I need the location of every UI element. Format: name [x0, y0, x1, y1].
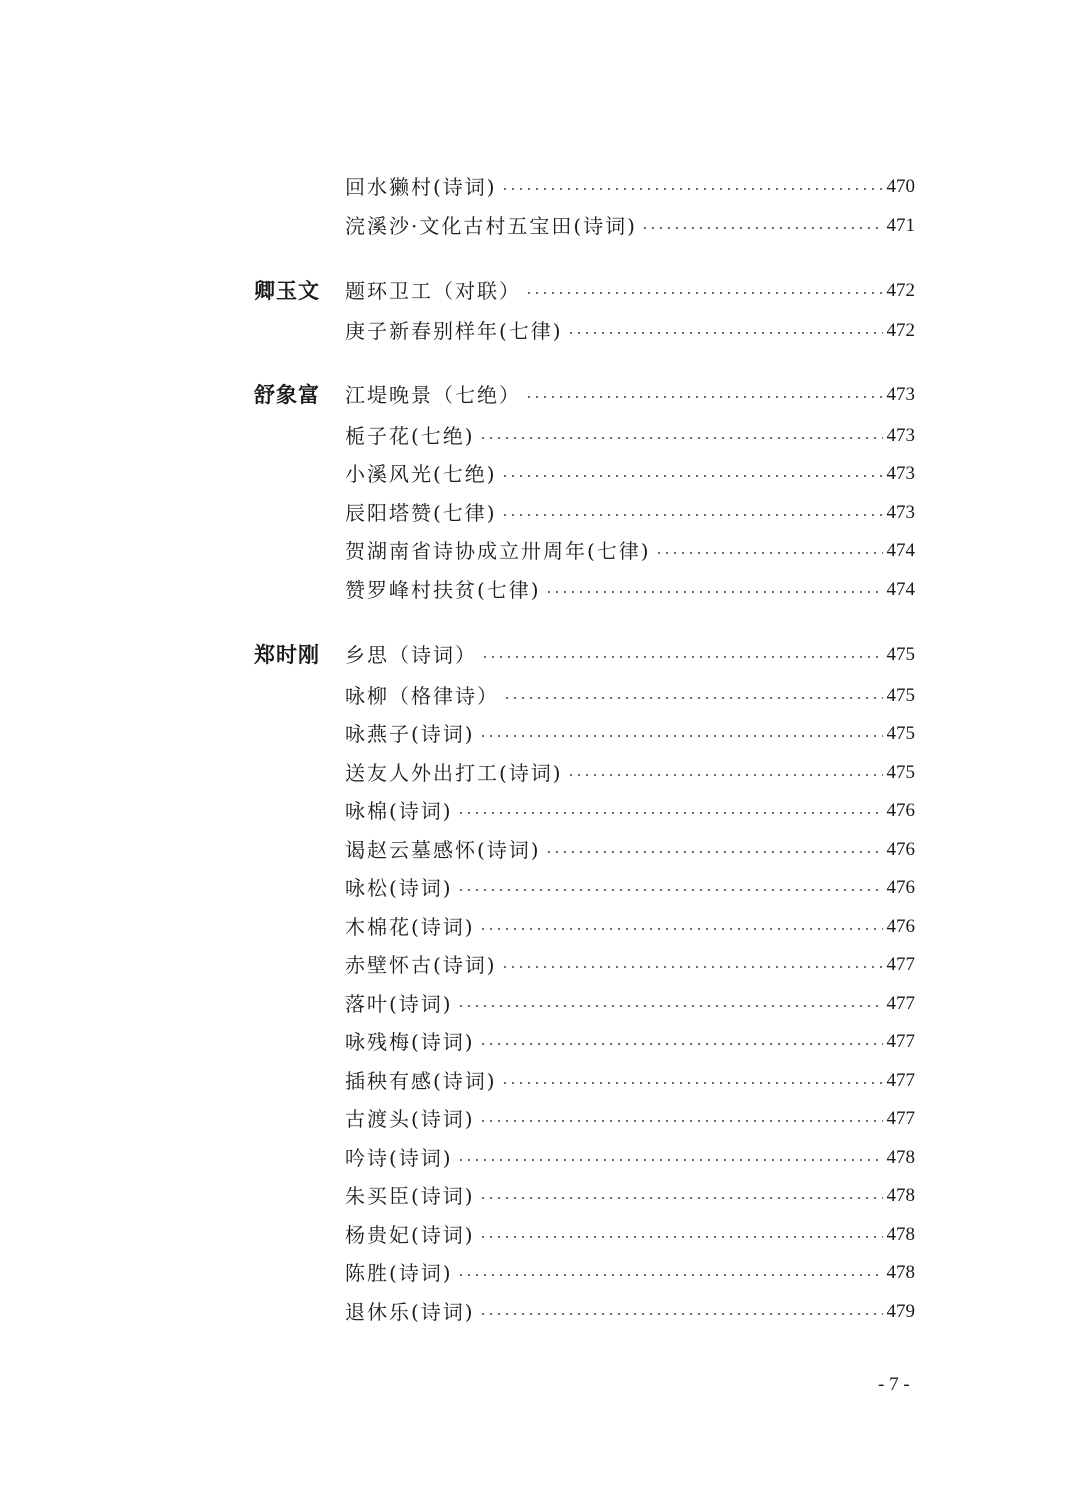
dot-leader: [655, 552, 883, 554]
author-name: 舒象富: [254, 382, 320, 407]
dot-leader: [481, 656, 883, 658]
toc-entry[interactable]: [345, 990, 915, 1018]
dot-leader: [503, 697, 883, 699]
entry-page: 477: [886, 1108, 915, 1129]
toc-entry[interactable]: [345, 381, 915, 409]
toc-entry[interactable]: [345, 951, 915, 979]
entry-title: 赤壁怀古(诗词): [345, 953, 497, 977]
entry-title: 小溪风光(七绝): [345, 462, 497, 486]
toc-entry[interactable]: [345, 1259, 915, 1287]
entry-title: 赞罗峰村扶贫(七律): [345, 578, 541, 602]
entry-title: 谒赵云墓感怀(诗词): [345, 838, 541, 862]
entry-page: 476: [886, 839, 915, 860]
dot-leader: [525, 396, 883, 398]
entry-page: 473: [886, 425, 915, 446]
entry-title: 浣溪沙·文化古村五宝田(诗词): [345, 214, 637, 238]
toc-entry[interactable]: [345, 277, 915, 305]
dot-leader: [479, 1236, 883, 1238]
toc-entry[interactable]: [345, 720, 915, 748]
dot-leader: [479, 1313, 883, 1315]
entry-title: 咏棉(诗词): [345, 799, 453, 823]
author-name: 郑时刚: [254, 642, 320, 667]
entry-page: 474: [886, 540, 915, 561]
entry-page: 479: [886, 1301, 915, 1322]
dot-leader: [479, 1120, 883, 1122]
entry-page: 475: [886, 644, 915, 665]
entry-page: 476: [886, 877, 915, 898]
entry-title: 朱买臣(诗词): [345, 1184, 475, 1208]
entry-title: 江堤晚景（七绝）: [345, 383, 521, 407]
toc-entry[interactable]: [345, 422, 915, 450]
dot-leader: [457, 1159, 883, 1161]
dot-leader: [457, 1005, 883, 1007]
entry-page: 473: [886, 384, 915, 405]
toc-entry[interactable]: [345, 537, 915, 565]
entry-title: 杨贵妃(诗词): [345, 1223, 475, 1247]
dot-leader: [479, 437, 883, 439]
entry-title: 陈胜(诗词): [345, 1261, 453, 1285]
entry-page: 470: [886, 176, 915, 197]
entry-title: 题环卫工（对联）: [345, 279, 521, 303]
entry-title: 送友人外出打工(诗词): [345, 761, 563, 785]
toc-entry[interactable]: [345, 641, 915, 669]
entry-page: 471: [886, 215, 915, 236]
entry-title: 吟诗(诗词): [345, 1146, 453, 1170]
entry-page: 473: [886, 502, 915, 523]
dot-leader: [457, 1274, 883, 1276]
toc-entry[interactable]: [345, 460, 915, 488]
toc-entry[interactable]: [345, 173, 915, 201]
entry-title: 古渡头(诗词): [345, 1107, 475, 1131]
toc-entry[interactable]: [345, 1182, 915, 1210]
toc-entry[interactable]: [345, 1221, 915, 1249]
entry-page: 475: [886, 762, 915, 783]
toc-entry[interactable]: [345, 797, 915, 825]
entry-page: 478: [886, 1147, 915, 1168]
entry-page: 478: [886, 1185, 915, 1206]
dot-leader: [567, 332, 883, 334]
toc-entry[interactable]: [345, 212, 915, 240]
toc-entry[interactable]: [345, 1144, 915, 1172]
entry-title: 插秧有感(诗词): [345, 1069, 497, 1093]
entry-title: 咏燕子(诗词): [345, 722, 475, 746]
entry-title: 栀子花(七绝): [345, 424, 475, 448]
dot-leader: [545, 591, 883, 593]
entry-page: 473: [886, 463, 915, 484]
toc-entry[interactable]: [345, 1298, 915, 1326]
entry-page: 477: [886, 1070, 915, 1091]
toc-entry[interactable]: [345, 1067, 915, 1095]
entry-title: 落叶(诗词): [345, 992, 453, 1016]
toc-entry[interactable]: [345, 874, 915, 902]
entry-title: 回水獭村(诗词): [345, 175, 497, 199]
toc-entry[interactable]: [345, 836, 915, 864]
dot-leader: [567, 774, 883, 776]
entry-title: 木棉花(诗词): [345, 915, 475, 939]
toc-entry[interactable]: [345, 1105, 915, 1133]
toc-entry[interactable]: [345, 317, 915, 345]
entry-page: 477: [886, 954, 915, 975]
dot-leader: [479, 1197, 883, 1199]
dot-leader: [457, 812, 883, 814]
dot-leader: [641, 227, 883, 229]
entry-title: 庚子新春别样年(七律): [345, 319, 563, 343]
entry-page: 476: [886, 800, 915, 821]
dot-leader: [479, 928, 883, 930]
dot-leader: [545, 851, 883, 853]
entry-page: 476: [886, 916, 915, 937]
entry-title: 乡思（诗词）: [345, 643, 477, 667]
entry-title: 退休乐(诗词): [345, 1300, 475, 1324]
author-name: 卿玉文: [254, 278, 320, 303]
dot-leader: [479, 735, 883, 737]
dot-leader: [501, 188, 883, 190]
page-number: - 7 -: [878, 1374, 910, 1395]
entry-page: 475: [886, 685, 915, 706]
entry-page: 478: [886, 1224, 915, 1245]
dot-leader: [525, 292, 883, 294]
entry-title: 咏松(诗词): [345, 876, 453, 900]
entry-page: 477: [886, 1031, 915, 1052]
dot-leader: [501, 514, 883, 516]
entry-page: 477: [886, 993, 915, 1014]
toc-entry[interactable]: [345, 682, 915, 710]
toc-entry[interactable]: [345, 576, 915, 604]
entry-page: 478: [886, 1262, 915, 1283]
dot-leader: [501, 1082, 883, 1084]
entry-title: 辰阳塔赞(七律): [345, 501, 497, 525]
toc-entry[interactable]: [345, 499, 915, 527]
entry-page: 475: [886, 723, 915, 744]
toc-entry[interactable]: [345, 759, 915, 787]
entry-title: 咏残梅(诗词): [345, 1030, 475, 1054]
entry-page: 472: [886, 280, 915, 301]
toc-entry[interactable]: [345, 913, 915, 941]
dot-leader: [501, 966, 883, 968]
entry-title: 咏柳（格律诗）: [345, 684, 499, 708]
entry-title: 贺湖南省诗协成立卅周年(七律): [345, 539, 651, 563]
dot-leader: [457, 889, 883, 891]
toc-entry[interactable]: [345, 1028, 915, 1056]
dot-leader: [501, 475, 883, 477]
entry-page: 474: [886, 579, 915, 600]
entry-page: 472: [886, 320, 915, 341]
dot-leader: [479, 1043, 883, 1045]
